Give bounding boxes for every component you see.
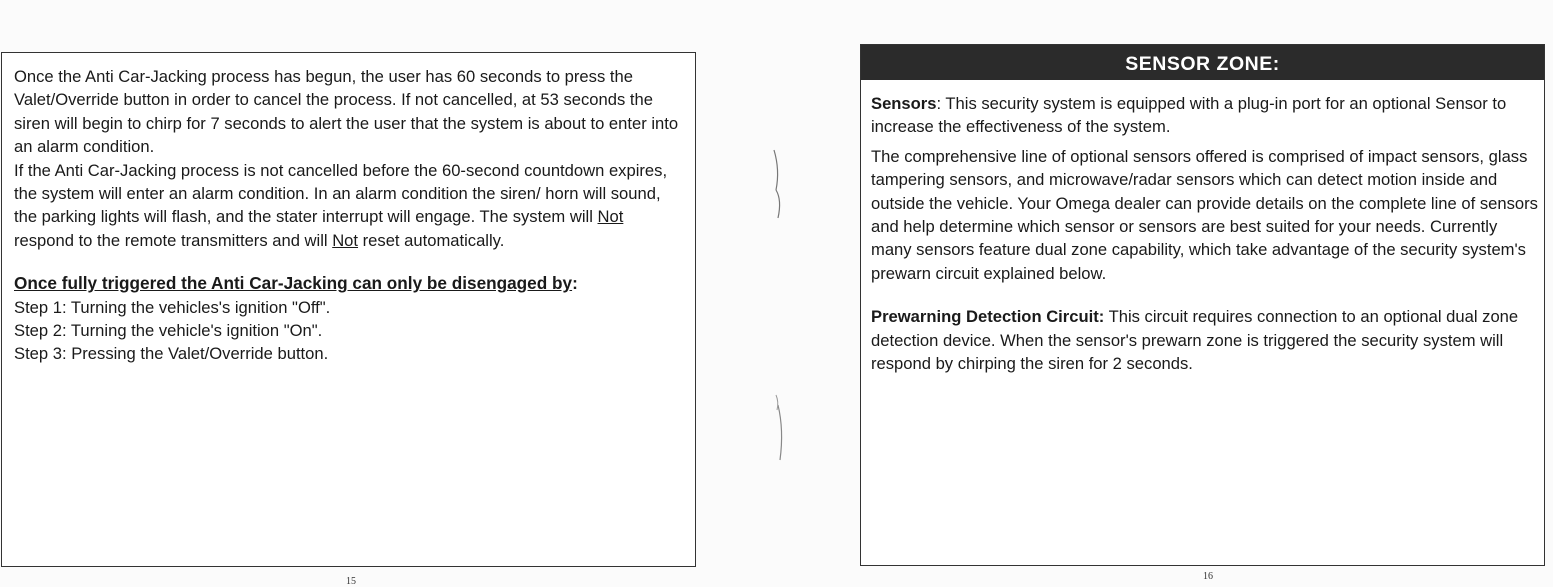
alarm-text-end: reset automatically. [358, 230, 505, 250]
step-item: Step 2: Turning the vehicle's ignition "On". [14, 321, 323, 341]
not-emphasis-1: Not [597, 207, 624, 227]
prewarn-label: Prewarning Detection Circuit: [871, 307, 1105, 327]
page-number-left: 15 [346, 576, 356, 587]
sensors-text: : This security system is equipped with a plug-in port for an optional Sensor to increase the effectiveness of the system. [871, 94, 1507, 137]
disengage-heading-text: Once fully triggered the Anti Car-Jacking can only be disengaged by [14, 273, 573, 294]
prewarn-text: This circuit requires connection to an optional dual zone detection device. When the sensor's prewarn zone is triggered the security system will respond by chirping the siren for 2 seconds. [871, 307, 1519, 374]
binding-marks [770, 140, 794, 480]
prewarn-paragraph [871, 305, 1539, 375]
page-number-right: 16 [1203, 571, 1213, 582]
step-item: Step 1: Turning the vehicles's ignition "Off". [14, 297, 331, 317]
anti-car-jacking-panel [1, 52, 696, 567]
sensor-zone-body [871, 92, 1539, 375]
sensor-zone-banner: SENSOR ZONE: [861, 45, 1544, 80]
disengage-heading-colon: : [572, 273, 578, 294]
alarm-condition-paragraph [14, 159, 685, 253]
disengage-steps [14, 296, 685, 366]
step-item: Step 3: Pressing the Valet/Override button. [14, 344, 329, 364]
sensors-label: Sensors [871, 94, 937, 113]
alarm-text-start: If the Anti Car-Jacking process is not cancelled before the 60-second countdown expires, the system will enter an alarm condition. In an alarm condition the siren/ horn will sound, the parking lights will flash, and the stater interrupt will engage. The system will [14, 160, 668, 227]
not-emphasis-2: Not [332, 230, 359, 250]
alarm-text-mid: respond to the remote transmitters and will [14, 230, 333, 250]
sensor-lineup-paragraph: The comprehensive line of optional sensors offered is comprised of impact sensors, glass tampering sensors, and microwave/radar sensors which can detect motion inside and outside the vehicle. Your Omega dealer can provide details on the complete line of sensors and help determine which sensor or sensors are best suited for your needs. Currently many sensors feature dual zone capability, which take advantage of the security system's prewarn circuit explained below. [871, 146, 1538, 283]
sensor-zone-panel [860, 44, 1545, 566]
sensors-paragraph [871, 92, 1539, 139]
countdown-paragraph: Once the Anti Car-Jacking process has begun, the user has 60 seconds to press the Valet/Override button in order to cancel the process. If not cancelled, at 53 seconds the siren will begin to chirp for 7 seconds to alert the user that the system is about to enter into an alarm condition. [14, 67, 679, 157]
disengage-heading [14, 272, 685, 295]
